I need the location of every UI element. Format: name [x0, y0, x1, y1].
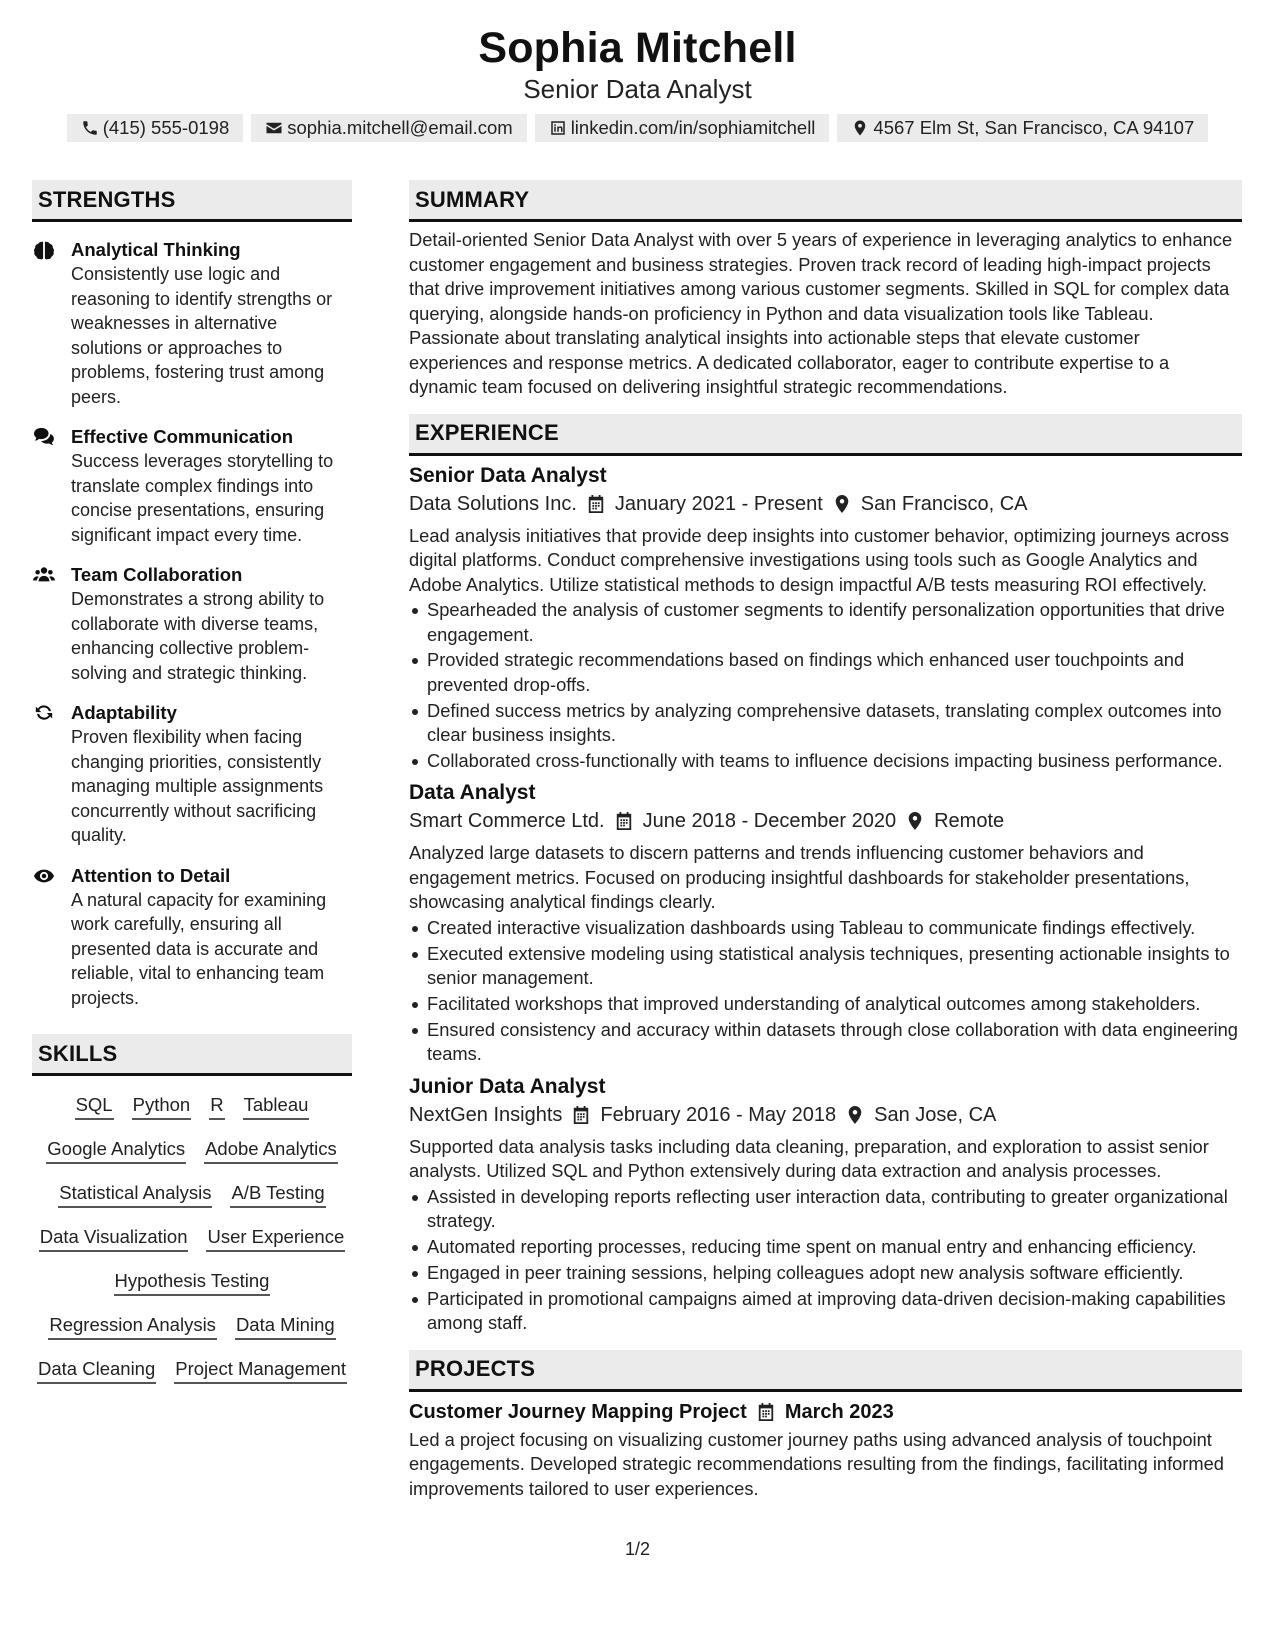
projects-heading: PROJECTS [409, 1350, 1242, 1392]
skill-tag: Adobe Analytics [204, 1137, 338, 1164]
location-text: Remote [934, 810, 1005, 833]
calendar-icon [615, 811, 633, 831]
strength-description: Demonstrates a strong ability to collaborate with diverse teams, enhancing collective problem-solving and strategic thinking. [71, 589, 325, 683]
skill-tag: User Experience [206, 1225, 345, 1252]
contact-linkedin[interactable] [535, 114, 830, 142]
company-name: Smart Commerce Ltd. [409, 810, 605, 833]
job-title: Data Analyst [409, 781, 536, 805]
contact-address [837, 114, 1208, 142]
skill-tag: Statistical Analysis [58, 1181, 212, 1208]
skill-tag: Regression Analysis [48, 1313, 217, 1340]
dates-text: January 2021 - Present [614, 492, 823, 515]
job-location [833, 490, 1028, 518]
skill-tag: Data Visualization [39, 1225, 189, 1252]
users-icon [32, 564, 56, 586]
strengths-heading: STRENGTHS [32, 180, 352, 222]
strength-item [32, 701, 352, 848]
skill-tag: Data Cleaning [37, 1357, 156, 1384]
strength-title: Analytical Thinking [71, 239, 241, 260]
calendar-icon [572, 1105, 590, 1125]
linkedin-icon [549, 119, 567, 137]
strength-item [32, 563, 352, 685]
strength-item [32, 238, 352, 409]
dates-text: June 2018 - December 2020 [642, 810, 897, 833]
candidate-title: Senior Data Analyst [523, 74, 752, 104]
strength-title: Effective Communication [71, 426, 294, 447]
eye-icon [32, 865, 56, 887]
comments-icon [32, 426, 56, 448]
contact-phone[interactable] [67, 114, 244, 142]
job-dates [615, 807, 897, 835]
linkedin-text: linkedin.com/in/sophiamitchell [570, 117, 816, 138]
bullet-item: Facilitated workshops that improved understanding of analytical outcomes among stakeholders. [409, 992, 1242, 1017]
email-text: sophia.mitchell@email.com [287, 117, 513, 138]
skill-tag: R [209, 1093, 224, 1120]
contact-email[interactable] [251, 114, 526, 142]
company-name: Data Solutions Inc. [409, 492, 577, 515]
skills-list [32, 1076, 352, 1384]
bullet-item: Automated reporting processes, reducing time spent on manual entry and enhancing efficiency. [409, 1235, 1242, 1260]
strength-item [32, 425, 352, 547]
address-text: 4567 Elm St, San Francisco, CA 94107 [873, 117, 1195, 138]
job-description: Lead analysis initiatives that provide deep insights into customer behavior, optimizing journeys across digital platforms. Conduct comprehensive investigations using tools such as Google Analytics and Adobe Analytics. Utilize statistical methods to design impactful A/B tests measuring ROI effectively. [409, 524, 1230, 595]
job-meta [409, 490, 1242, 518]
skill-tag: Data Mining [235, 1313, 336, 1340]
calendar-icon [587, 494, 605, 514]
bullet-item: Participated in promotional campaigns aimed at improving data-driven decision-making capabilities among staff. [409, 1287, 1242, 1336]
bullet-item: Ensured consistency and accuracy within datasets through close collaboration with data engineering teams. [409, 1018, 1242, 1067]
job-bullets [409, 1185, 1242, 1336]
strength-description: A natural capacity for examining work carefully, ensuring all presented data is accurate and reliable, vital to enhancing team projects. [71, 889, 327, 1008]
strength-description: Success leverages storytelling to translate complex findings into concise presentations, ensuring significant impact every time. [71, 451, 334, 545]
bullet-item: Collaborated cross-functionally with teams to influence decisions impacting business performance. [409, 749, 1242, 774]
location-text: San Francisco, CA [860, 492, 1028, 515]
skill-tag: Google Analytics [46, 1137, 186, 1164]
job-dates [572, 1101, 836, 1129]
experience-heading: EXPERIENCE [409, 414, 1242, 456]
resume-header [0, 22, 1275, 106]
company-name: NextGen Insights [409, 1103, 563, 1126]
bullet-item: Created interactive visualization dashboards using Tableau to communicate findings effectively. [409, 916, 1242, 941]
job-description: Analyzed large datasets to discern patterns and trends influencing customer behaviors and engagement metrics. Focused on producing insightful dashboards for stakeholder presentations, showcasing analytical findings clearly. [409, 842, 1190, 913]
skill-tag: A/B Testing [230, 1181, 325, 1208]
job-bullets [409, 916, 1242, 1067]
strength-title: Team Collaboration [71, 564, 243, 585]
project-header [409, 1398, 1242, 1426]
brain-icon [32, 239, 56, 261]
dates-text: February 2016 - May 2018 [600, 1103, 837, 1126]
job-meta [409, 807, 1242, 835]
refresh-icon [32, 702, 56, 724]
skill-tag: Tableau [243, 1093, 310, 1120]
page-number: 1/2 [624, 1539, 651, 1559]
contact-bar [0, 114, 1275, 142]
phone-text: (415) 555-0198 [102, 117, 230, 138]
bullet-item: Defined success metrics by analyzing comprehensive datasets, translating complex outcomes into clear business insights. [409, 699, 1242, 748]
location-pin-icon [846, 1105, 864, 1125]
envelope-icon [265, 119, 283, 137]
location-pin-icon [906, 811, 924, 831]
bullet-item: Spearheaded the analysis of customer segments to identify personalization opportunities that drive engagement. [409, 598, 1242, 647]
left-column [32, 180, 352, 1384]
job-entry [409, 1073, 1242, 1336]
skill-tag: Python [132, 1093, 192, 1120]
project-date: March 2023 [784, 1400, 894, 1423]
job-dates [587, 490, 823, 518]
job-location [846, 1101, 996, 1129]
summary-heading: SUMMARY [409, 180, 1242, 222]
job-meta [409, 1101, 1242, 1129]
project-description: Led a project focusing on visualizing customer journey paths using advanced analysis of touchpoint engagements. Developed strategic recommendations resulting from the findings, facilitating informed improvements tailored to user experiences. [409, 1428, 1224, 1499]
bullet-item: Assisted in developing reports reflecting user interaction data, contributing to greater organizational strategy. [409, 1185, 1242, 1234]
calendar-icon [757, 1402, 775, 1422]
job-title: Senior Data Analyst [409, 463, 607, 487]
location-pin-icon [851, 119, 869, 137]
strength-title: Adaptability [71, 702, 177, 723]
strength-description: Proven flexibility when facing changing priorities, consistently managing multiple assignments concurrently without sacrificing quality. [71, 727, 324, 845]
strength-description: Consistently use logic and reasoning to identify strengths or weaknesses in alternative solutions or approaches to problems, fostering trust among peers. [71, 264, 333, 407]
right-column [409, 180, 1242, 1501]
strength-item [32, 864, 352, 1011]
location-text: San Jose, CA [874, 1103, 997, 1126]
job-title: Junior Data Analyst [409, 1074, 606, 1098]
candidate-name: Sophia Mitchell [478, 24, 797, 72]
job-entry [409, 779, 1242, 1066]
bullet-item: Engaged in peer training sessions, helping colleagues adopt new analysis software efficiently. [409, 1261, 1242, 1286]
job-description: Supported data analysis tasks including data cleaning, preparation, and exploration to assist senior analysts. Utilized SQL and Python extensively during data extraction and analysis processes. [409, 1135, 1209, 1182]
job-entry [409, 462, 1242, 774]
location-pin-icon [833, 494, 851, 514]
project-title: Customer Journey Mapping Project [409, 1400, 747, 1423]
job-location [906, 807, 1004, 835]
job-bullets [409, 598, 1242, 773]
bullet-item: Executed extensive modeling using statistical analysis techniques, presenting actionable insights to senior management. [409, 942, 1242, 991]
skill-tag: Hypothesis Testing [114, 1269, 271, 1296]
summary-text: Detail-oriented Senior Data Analyst with over 5 years of experience in leveraging analytics to enhance customer engagement and business strategies. Proven track record of leading high-impact projects that drive improvement initiatives among various customer segments. Skilled in SQL for complex data querying, alongside hands-on proficiency in Python and data visualization tools like Tableau. Passionate about translating analytical insights into actionable steps that elevate customer experiences and response metrics. A dedicated collaborator, eager to contribute expertise to a dynamic team focused on delivering insightful strategic recommendations. [409, 229, 1233, 397]
project-entry [409, 1398, 1242, 1502]
phone-icon [81, 119, 99, 137]
skills-heading: SKILLS [32, 1034, 352, 1076]
skill-tag: Project Management [174, 1357, 347, 1384]
bullet-item: Provided strategic recommendations based on findings which enhanced user touchpoints and prevented drop-offs. [409, 648, 1242, 697]
strength-title: Attention to Detail [71, 864, 231, 886]
skill-tag: SQL [75, 1093, 114, 1120]
